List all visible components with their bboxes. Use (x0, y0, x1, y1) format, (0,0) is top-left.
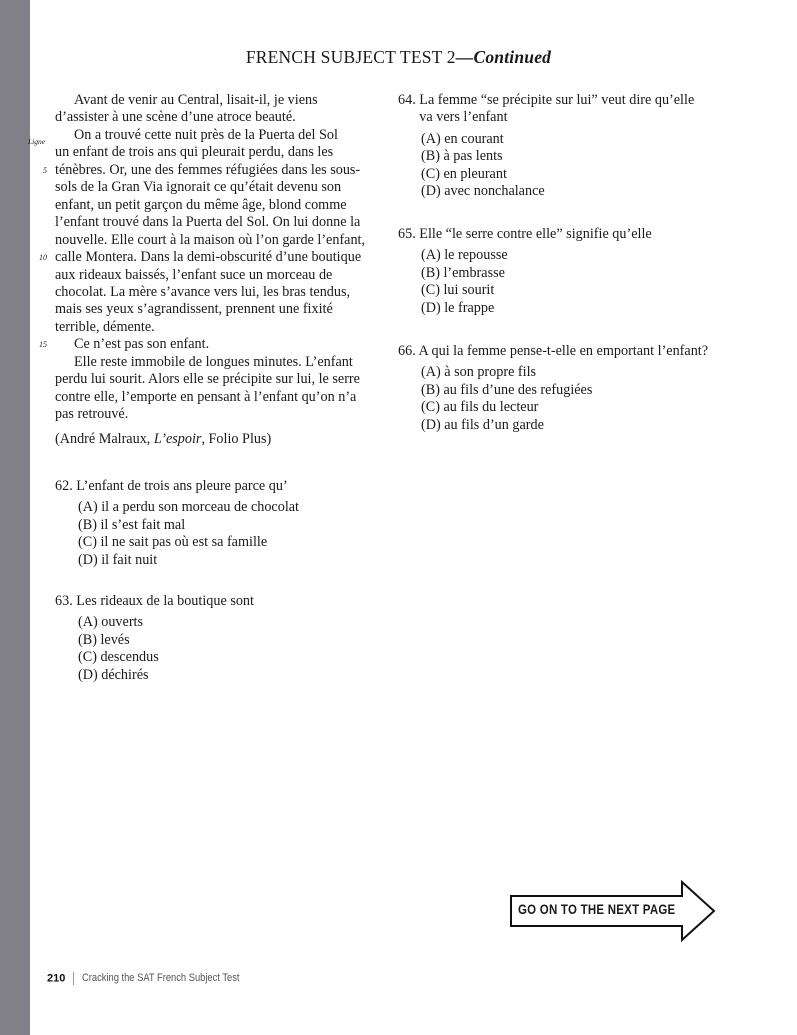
answer-option: (B) levés (78, 631, 130, 648)
passage-line-text: perdu lui sourit. Alors elle se précipite sur lui, le serre (55, 371, 360, 388)
passage-line (55, 319, 385, 336)
passage-line (55, 92, 385, 109)
question-65 (398, 226, 652, 317)
passage-line-text: pas retrouvé. (55, 406, 129, 423)
passage-line-text: mais ses yeux s’agrandissent, prennent une fixité (55, 301, 333, 318)
passage-line-text: Elle reste immobile de longues minutes. L’enfant (74, 353, 353, 370)
passage-line (39, 336, 385, 353)
answer-option: (D) le frappe (421, 299, 495, 316)
question-66 (398, 343, 708, 434)
answer-option: (D) avec nonchalance (421, 183, 545, 200)
passage-line-text: chocolat. La mère s’avance vers lui, les bras tendus, (55, 283, 351, 300)
answer-option: (A) à son propre fils (421, 364, 537, 381)
question-stem: 64. La femme “se précipite sur lui” veut dire qu’elle (398, 92, 695, 108)
answer-option: (B) à pas lents (421, 148, 503, 165)
question-62 (55, 478, 299, 569)
passage-line (39, 249, 385, 266)
answer-option: (B) au fils d’une des refugiées (421, 381, 593, 398)
line-number: 15 (39, 340, 47, 350)
citation-work: L’espoir (153, 430, 202, 447)
passage-line (55, 284, 385, 301)
header-continued: —Continued (455, 47, 552, 67)
answer-option: (A) le repousse (421, 247, 508, 264)
answer-option: (D) au fils d’un garde (421, 416, 544, 433)
answer-option: (B) il s’est fait mal (78, 516, 186, 533)
page-header (0, 47, 797, 68)
passage-line-text: ténèbres. Or, une des femmes réfugiées dans les sous- (55, 161, 361, 178)
passage-line-text: contre elle, l’emporte en pensant à l’enfant qu’on n’a (55, 388, 357, 405)
answer-options (55, 499, 299, 569)
passage-line (28, 126, 385, 146)
question-stem: 63. Les rideaux de la boutique sont (55, 593, 254, 609)
passage-line (55, 371, 385, 388)
next-page-label: GO ON TO THE NEXT PAGE (518, 901, 676, 917)
passage-line (55, 179, 385, 196)
passage-line-text: l’enfant trouvé dans la Puerta del Sol. On lui donne la (55, 214, 361, 231)
passage-citation (55, 431, 385, 448)
reading-passage (28, 92, 385, 448)
answer-option: (C) descendus (78, 649, 159, 666)
passage-line-text: Ce n’est pas son enfant. (74, 336, 210, 353)
answer-options (398, 247, 652, 317)
passage-line-text: calle Montera. Dans la demi-obscurité d’une boutique (55, 249, 362, 266)
answer-options (398, 364, 708, 434)
passage-line-text: nouvelle. Elle court à la maison où l’on garde l’enfant, (55, 231, 366, 248)
passage-line-text: d’assister à une scène d’une atroce beauté. (55, 109, 296, 126)
answer-option: (A) ouverts (78, 614, 144, 631)
passage-line-text: sols de la Gran Via ignorait ce qu’était devenu son (55, 179, 342, 196)
answer-option: (A) en courant (421, 130, 504, 147)
passage-line-text: On a trouvé cette nuit près de la Puerta del Sol (74, 126, 338, 143)
passage-line (55, 267, 385, 284)
question-stem: va vers l’enfant (398, 109, 508, 126)
answer-option: (C) il ne sait pas où est sa famille (78, 534, 268, 551)
passage-line (55, 197, 385, 214)
question-stem: 65. Elle “le serre contre elle” signifie qu’elle (398, 226, 652, 242)
answer-option: (C) en pleurant (421, 165, 507, 182)
answer-option: (D) déchirés (78, 666, 149, 683)
answer-options (398, 131, 694, 201)
line-number: 5 (43, 165, 47, 175)
answer-option: (C) au fils du lecteur (421, 399, 539, 416)
passage-line-text: Avant de venir au Central, lisait-il, je viens (74, 92, 318, 108)
answer-option: (B) l’embrasse (421, 264, 505, 281)
answer-option: (D) il fait nuit (78, 551, 158, 568)
passage-line (55, 109, 385, 126)
passage-line (55, 389, 385, 406)
question-stem: 62. L’enfant de trois ans pleure parce qu’ (55, 478, 288, 494)
passage-line (55, 301, 385, 318)
page-number: 210 (47, 972, 66, 985)
citation-before: (André Malraux, (55, 430, 154, 447)
passage-line (43, 161, 385, 179)
passage-line-text: enfant, un petit garçon du même âge, blond comme (55, 196, 347, 213)
line-number: 10 (39, 253, 47, 263)
question-63 (55, 593, 254, 684)
footer-divider (73, 972, 74, 985)
answer-option: (C) lui sourit (421, 282, 495, 299)
passage-line-text: aux rideaux baissés, l’enfant suce un morceau de (55, 266, 333, 283)
ligne-label: Ligne (28, 136, 46, 146)
passage-line (55, 144, 385, 161)
question-64 (398, 92, 694, 201)
header-title: FRENCH SUBJECT TEST 2 (245, 47, 456, 67)
citation-after: , Folio Plus) (201, 430, 272, 447)
passage-line (55, 354, 385, 371)
answer-options (55, 614, 254, 684)
page-footer (47, 972, 268, 985)
passage-line-text: un enfant de trois ans qui pleurait perdu, dans les (55, 144, 334, 161)
passage-line (55, 232, 385, 249)
page-edge-bar (0, 0, 30, 1035)
book-title: Cracking the SAT French Subject Test (82, 972, 240, 985)
passage-line (55, 214, 385, 231)
passage-line-text: terrible, démente. (55, 318, 155, 335)
answer-option: (A) il a perdu son morceau de chocolat (78, 499, 300, 516)
passage-line (55, 406, 385, 423)
question-stem: 66. A qui la femme pense-t-elle en emportant l’enfant? (398, 343, 709, 359)
